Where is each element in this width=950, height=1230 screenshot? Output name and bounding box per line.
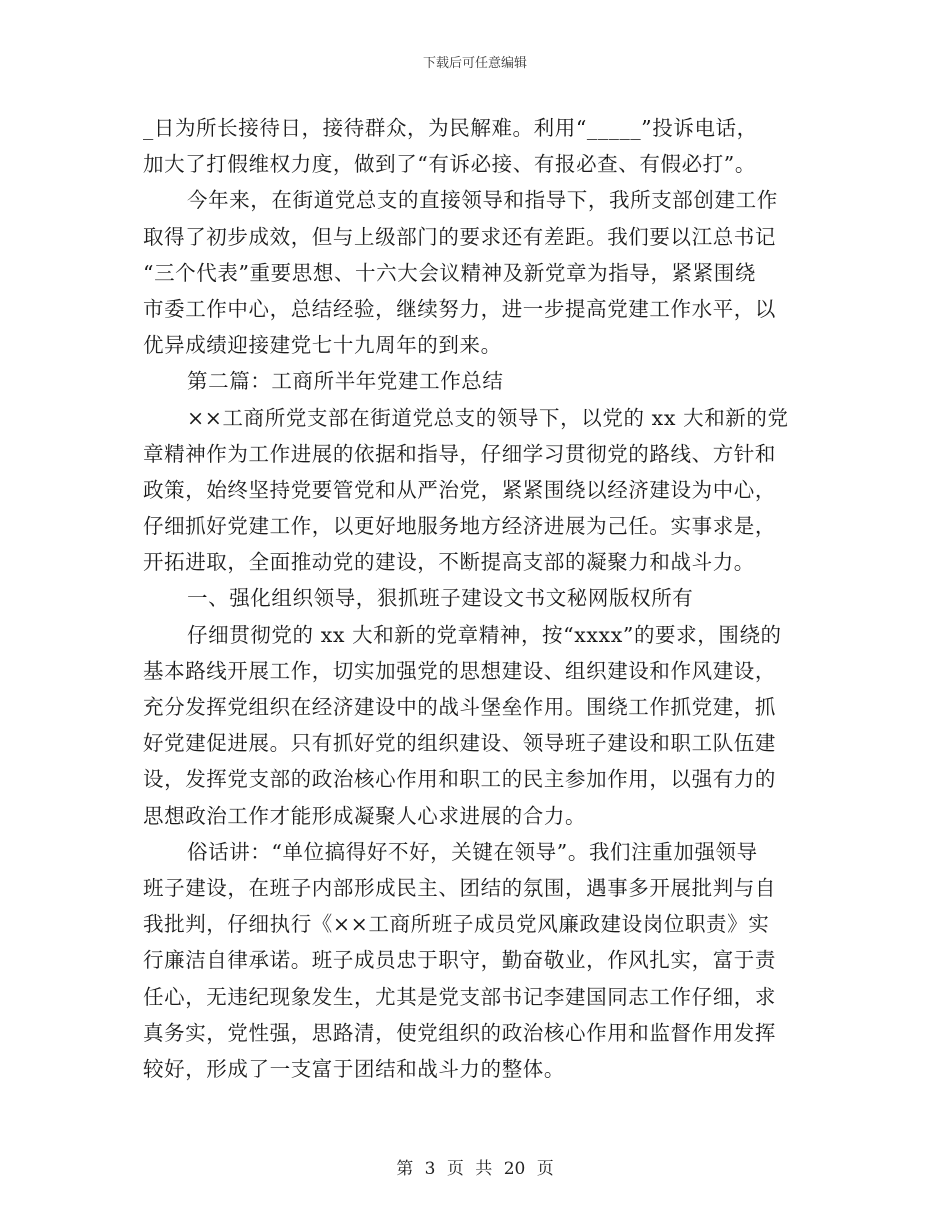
text-line: 一、强化组织领导，狠抓班子建设文书文秘网版权所有: [187, 586, 694, 611]
text-line: 今年来，在街道党总支的直接领导和指导下，我所支部创建工作: [187, 188, 778, 213]
text-line: “三个代表”重要思想、十六大会议精神及新党章为指导，紧紧围绕: [143, 260, 756, 285]
text-line: 基本路线开展工作，切实加强党的思想建设、组织建设和作风建设，: [143, 658, 776, 683]
text-line: 设，发挥党支部的政治核心作用和职工的民主参加作用，以强有力的: [143, 767, 776, 792]
text-line: 充分发挥党组织在经济建设中的战斗堡垒作用。围绕工作抓党建，抓: [143, 695, 776, 719]
text-line: 较好，形成了一支富于团结和战斗力的整体。: [143, 1056, 565, 1081]
page-header: 下载后可任意编辑: [422, 56, 527, 71]
text-line: 仔细贯彻党的 xx 大和新的党章精神，按“xxxx”的要求，围绕的: [187, 622, 782, 647]
text-line: 优异成绩迎接建党七十九周年的到来。: [143, 333, 502, 358]
page-footer: 第 3 页 共 20 页: [396, 1159, 554, 1179]
document-body: [143, 110, 805, 1087]
text-line: 行廉洁自律承诺。班子成员忠于职守，勤奋敬业，作风扎实，富于责: [143, 948, 776, 973]
text-line: 章精神作为工作进展的依据和指导，仔细学习贯彻党的路线、方针和: [143, 441, 776, 466]
text-line: 我批判，仔细执行《××工商所班子成员党风廉政建设岗位职责》实: [143, 912, 770, 937]
text-line: 思想政治工作才能形成凝聚人心求进展的合力。: [143, 803, 587, 828]
text-line: 市委工作中心，总结经验，继续努力，进一步提高党建工作水平，以: [143, 296, 776, 321]
text-line: 政策，始终坚持党要管党和从严治党，紧紧围绕以经济建设为中心，: [143, 477, 776, 502]
text-line: 班子建设，在班子内部形成民主、团结的氛围，遇事多开展批判与自: [143, 875, 776, 900]
text-line: 好党建促进展。只有抓好党的组织建设、领导班子建设和职工队伍建: [143, 731, 776, 756]
text-line: 俗话讲：“单位搞得好不好，关键在领导”。我们注重加强领导: [187, 839, 758, 864]
text-line: 第二篇：工商所半年党建工作总结: [187, 369, 504, 394]
text-line: 仔细抓好党建工作，以更好地服务地方经济进展为己任。实事求是，: [143, 514, 776, 539]
text-line: 任心，无违纪现象发生，尤其是党支部书记李建国同志工作仔细，求: [143, 984, 776, 1009]
text-line: ××工商所党支部在街道党总支的领导下，以党的 xx 大和新的党: [187, 405, 789, 430]
text-line: _日为所长接待日，接待群众，为民解难。利用“_____”投诉电话，: [143, 116, 758, 140]
text-line: 真务实，党性强，思路清，使党组织的政治核心作用和监督作用发挥: [143, 1020, 776, 1045]
text-line: 取得了初步成效，但与上级部门的要求还有差距。我们要以江总书记: [143, 224, 776, 249]
text-line: 加大了打假维权力度，做到了“有诉必接、有报必查、有假必打”。: [143, 152, 756, 177]
text-line: 开拓进取，全面推动党的建设，不断提高支部的凝聚力和战斗力。: [143, 550, 755, 575]
